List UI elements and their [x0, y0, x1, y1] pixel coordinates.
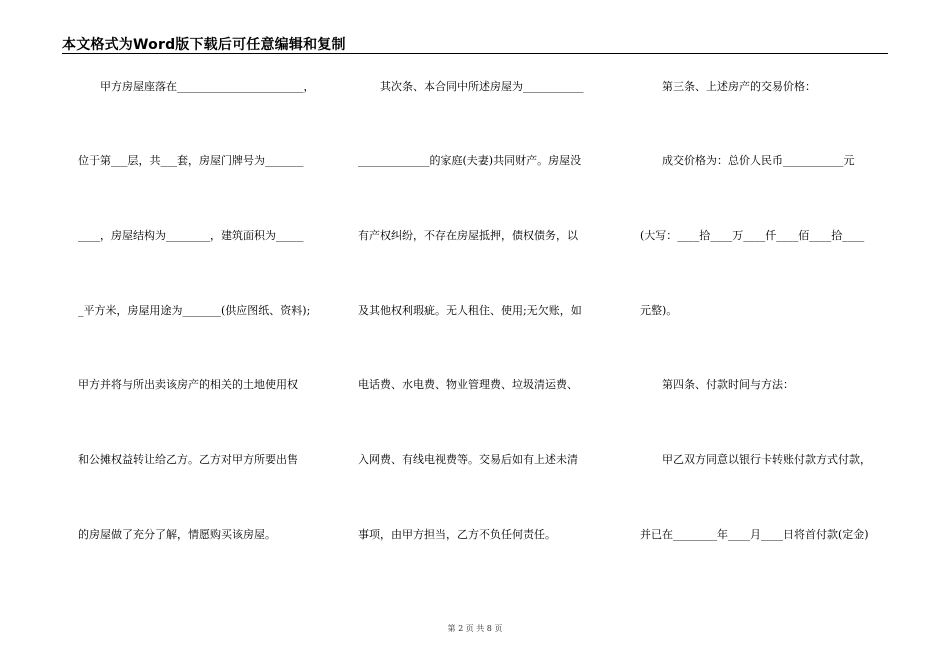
text-line: 及其他权利瑕疵。无人租住、使用;无欠账，如 — [358, 304, 582, 317]
text-line: 甲方房屋座落在_______________________， — [78, 80, 315, 93]
text-line: 元整)。 — [640, 304, 678, 317]
text-line: ____，房屋结构为________，建筑面积为_____ — [78, 229, 304, 242]
document-header-title: 本文格式为Word版下载后可任意编辑和复制 — [62, 37, 346, 53]
text-line: 成交价格为：总价人民币___________元 — [640, 154, 855, 167]
text-line: _____________的家庭(夫妻)共同财产。房屋没 — [358, 154, 582, 167]
text-line: 有产权纠纷，不存在房屋抵押，债权债务，以 — [358, 229, 578, 242]
text-line: (大写：____拾____万____仟____佰____拾____ — [640, 229, 865, 242]
text-line: 第四条、付款时间与方法： — [640, 378, 794, 391]
header-divider — [62, 53, 888, 54]
page-number: 第 2 页 共 8 页 — [447, 624, 503, 633]
text-line: 电话费、水电费、物业管理费、垃圾清运费、 — [358, 378, 578, 391]
text-line: 甲乙双方同意以银行卡转账付款方式付款， — [640, 453, 871, 466]
text-line: 并已在________年____月____日将首付款(定金) — [640, 528, 869, 541]
text-line: 的房屋做了充分了解，情愿购买该房屋。 — [78, 528, 276, 541]
text-line: 事项，由甲方担当，乙方不负任何责任。 — [358, 528, 556, 541]
text-line: 甲方并将与所出卖该房产的相关的土地使用权 — [78, 378, 298, 391]
text-line: 入网费、有线电视费等。交易后如有上述未清 — [358, 453, 578, 466]
text-line: 其次条、本合同中所述房屋为___________ — [358, 80, 584, 93]
text-line: 位于第___层，共___套，房屋门牌号为_______ — [78, 154, 304, 167]
text-line: 和公摊权益转让给乙方。乙方对甲方所要出售 — [78, 453, 298, 466]
text-line: 第三条、上述房产的交易价格： — [640, 80, 816, 93]
text-line: _平方米，房屋用途为_______(供应图纸、资料); — [78, 304, 311, 317]
